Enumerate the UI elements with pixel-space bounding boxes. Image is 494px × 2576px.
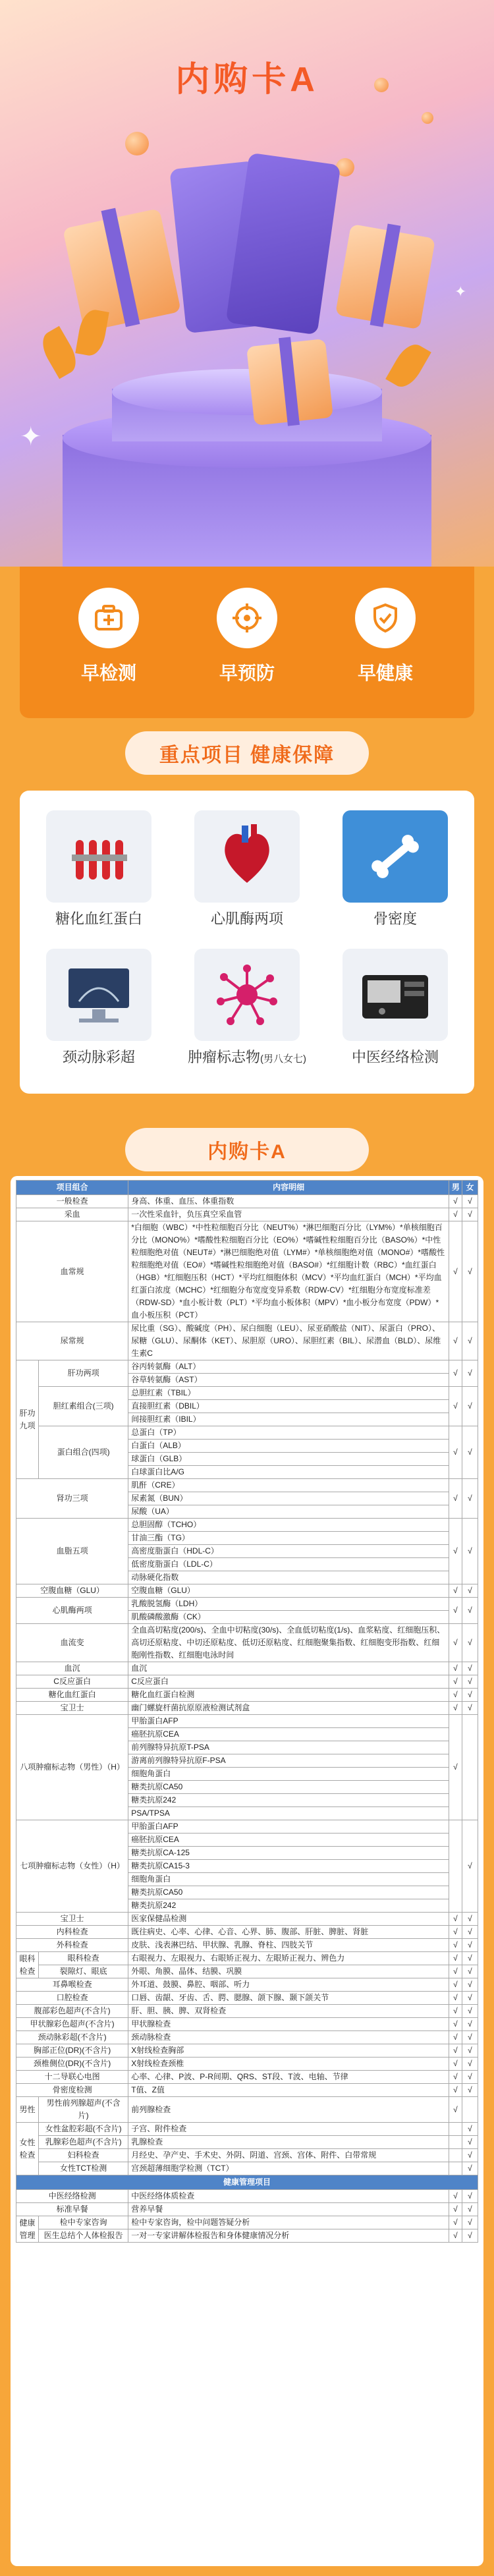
table-row: [16, 2216, 478, 2229]
item-detail: 谷丙转氨酶（ALT）: [128, 1360, 449, 1374]
item-name: 外科检查: [16, 1939, 128, 1952]
male-mark: √: [449, 2229, 462, 2243]
item-detail: 游离前列腺特异抗原F-PSA: [128, 1754, 449, 1768]
key-item-hba1c: [33, 810, 165, 928]
item-name: C反应蛋白: [16, 1675, 128, 1689]
female-mark: √: [462, 1208, 478, 1221]
item-name: 血脂五项: [16, 1519, 128, 1584]
item-detail: 心率、心律、P波、P-R间期、QRS、ST段、T波、电轴、节律: [128, 2071, 449, 2084]
item-name: 乳腺彩色超声(不含片): [39, 2136, 128, 2149]
key-item-label: 中医经络检测: [351, 1049, 439, 1065]
female-mark: √: [462, 2018, 478, 2031]
table-row: [16, 1992, 478, 2005]
female-mark: √: [462, 2084, 478, 2097]
table-row: [16, 1426, 478, 1440]
item-name: 一般检查: [16, 1195, 128, 1208]
item-detail: 检中专家咨询，检中问题答疑分析: [128, 2216, 449, 2229]
item-detail: 白蛋白（ALB）: [128, 1440, 449, 1453]
female-mark: √: [462, 2005, 478, 2018]
male-mark: √: [449, 2216, 462, 2229]
key-item-label-sub: (男八女七): [260, 1053, 306, 1065]
female-mark: √: [462, 1689, 478, 1702]
female-mark: √: [462, 1598, 478, 1624]
female-mark: √: [462, 1387, 478, 1426]
item-name: 七项肿瘤标志物（女性）（H）: [16, 1820, 128, 1913]
table-row: [16, 2229, 478, 2243]
item-name: 宝卫士: [16, 1702, 128, 1715]
feature-early-health: [333, 588, 438, 685]
table-row: [16, 2136, 478, 2149]
item-name: 腹部彩色超声(不含片): [16, 2005, 128, 2018]
item-detail: 尿素氮（BUN）: [128, 1492, 449, 1505]
item-detail: 一对一专家讲解体检报告和身体健康情况分析: [128, 2229, 449, 2243]
item-detail: 宫颈超薄细胞学检测（TCT）: [128, 2162, 449, 2175]
item-detail: 既往病史、心率、心律、心音、心界、肺、腹部、肝脏、脾脏、肾脏: [128, 1926, 449, 1939]
item-detail: 子宫、附件检查: [128, 2123, 449, 2136]
item-detail: 细胞角蛋白: [128, 1768, 449, 1781]
male-mark: √: [449, 1387, 462, 1426]
item-detail: 白球蛋白比A/G: [128, 1466, 449, 1479]
item-detail: 球蛋白（GLB）: [128, 1453, 449, 1466]
table-row: [16, 2123, 478, 2136]
female-mark: √: [462, 1926, 478, 1939]
male-mark: √: [449, 2058, 462, 2071]
item-name: 女性盆腔彩超(不含片): [39, 2123, 128, 2136]
female-mark: √: [462, 1992, 478, 2005]
male-mark: [449, 2162, 462, 2175]
col-header: 女: [462, 1181, 478, 1195]
feature-early-prevent: [194, 588, 300, 685]
item-detail: X射线检查胸部: [128, 2044, 449, 2058]
item-name: 十二导联心电图: [16, 2071, 128, 2084]
table-row: [16, 1820, 478, 1834]
decor-bubble: [422, 112, 433, 124]
table-section-row: [16, 2175, 478, 2190]
item-name: 心肌酶两项: [16, 1598, 128, 1624]
item-detail: 外耳道、鼓膜、鼻腔、咽部、听力: [128, 1978, 449, 1992]
male-mark: √: [449, 1952, 462, 1965]
item-detail: 糖类抗原242: [128, 1899, 449, 1913]
item-detail: X射线检查颈椎: [128, 2058, 449, 2071]
male-mark: √: [449, 1978, 462, 1992]
item-detail: 甲胎蛋白AFP: [128, 1715, 449, 1728]
table-row: [16, 2058, 478, 2071]
item-name: 妇科检查: [39, 2149, 128, 2162]
female-mark: √: [462, 1584, 478, 1598]
blood-tubes-icon: [46, 810, 151, 903]
table-row: [16, 1221, 478, 1322]
item-detail: 皮肤、浅表淋巴结、甲状腺、乳腺、脊柱、四肢关节: [128, 1939, 449, 1952]
item-name: 骨密度检测: [16, 2084, 128, 2097]
item-name: 蛋白组合(四项): [39, 1426, 128, 1479]
table-row: [16, 1675, 478, 1689]
decor-bubble: [125, 132, 149, 155]
table-row: [16, 2203, 478, 2216]
male-mark: [449, 1820, 462, 1913]
meridian-device-icon: [343, 949, 448, 1041]
male-mark: √: [449, 1322, 462, 1360]
female-mark: √: [462, 2136, 478, 2149]
table-row: [16, 1913, 478, 1926]
shield-check-icon: [355, 588, 416, 648]
male-mark: √: [449, 1624, 462, 1662]
male-mark: √: [449, 2071, 462, 2084]
group-name: 眼科检查: [16, 1952, 39, 1978]
female-mark: √: [462, 1675, 478, 1689]
male-mark: √: [449, 1221, 462, 1322]
table-header: [16, 1181, 478, 1195]
item-detail: 乳腺检查: [128, 2136, 449, 2149]
male-mark: √: [449, 1939, 462, 1952]
female-mark: √: [462, 2123, 478, 2136]
table-row: [16, 1978, 478, 1992]
female-mark: √: [462, 1820, 478, 1913]
table-row: [16, 1195, 478, 1208]
col-header: 男: [449, 1181, 462, 1195]
key-item-carotid: [33, 949, 165, 1067]
male-mark: √: [449, 1702, 462, 1715]
item-detail: *白细胞（WBC）*中性粒细胞百分比（NEUT%）*淋巴细胞百分比（LYM%）*单核细胞百分比（MONO%）*嗜酸性粒细胞百分比（EO%）*嗜碱性粒细胞百分比（BASO%）*中性粒细胞绝对值（NEUT#）*淋巴细胞绝对值（LYM#）*单核细胞绝对值（MONO#）*嗜酸性粒细胞绝对值（EO#）*嗜碱性粒细胞绝对值（BASO#）*红细胞计数（RBC）*血红蛋白（HGB）*红细胞压积（HCT）*平均红细胞体积（MCV）*平均血红蛋白（MCH）*平均血红蛋白浓度（MCHC）*红细胞分布宽度变异系数（RDW-CV）*红细胞分布宽度标准差（RDW-SD）*血小板计数（PLT）*平均血小板体积（MPV）*血小板分布宽度（PDW）*血小板压积（PCT）: [128, 1221, 449, 1322]
key-item-label: 糖化血红蛋白: [55, 910, 142, 927]
item-detail: 颈动脉检查: [128, 2031, 449, 2044]
item-detail: 高密度脂蛋白（HDL-C）: [128, 1545, 449, 1558]
item-detail: PSA/TPSA: [128, 1807, 449, 1820]
table-row: [16, 2162, 478, 2175]
female-mark: √: [462, 1360, 478, 1387]
item-detail: 全血高切粘度(200/s)、全血中切粘度(30/s)、全血低切粘度(1/s)、血浆粘度、红细胞压积、高切还原粘度、中切还原粘度、低切还原粘度、红细胞聚集指数、红细胞变形指数、红细胞刚性指数、红细胞电泳时间: [128, 1624, 449, 1662]
item-detail: 甘油三酯（TG）: [128, 1532, 449, 1545]
male-mark: √: [449, 2084, 462, 2097]
male-mark: √: [449, 2097, 462, 2123]
female-mark: √: [462, 2229, 478, 2243]
table-row: [16, 2071, 478, 2084]
item-name: 中医经络检测: [16, 2190, 128, 2203]
male-mark: √: [449, 1584, 462, 1598]
bone-icon: [343, 810, 448, 903]
exam-table-panel: [11, 1176, 483, 2566]
group-name: 健康管理: [16, 2216, 39, 2243]
item-detail: 动脉硬化指数: [128, 1571, 449, 1584]
female-mark: √: [462, 1952, 478, 1965]
female-mark: √: [462, 1939, 478, 1952]
key-item-tumor: [181, 949, 313, 1067]
item-name: 血流变: [16, 1624, 128, 1662]
item-name: 男性前列腺超声(不含片): [39, 2097, 128, 2123]
item-name: 医生总结个人体检报告: [39, 2229, 128, 2243]
leaf-decor: [385, 339, 431, 393]
female-mark: √: [462, 1702, 478, 1715]
table-row: [16, 1360, 478, 1374]
female-mark: [462, 2097, 478, 2123]
table-row: [16, 1387, 478, 1400]
item-name: 采血: [16, 1208, 128, 1221]
male-mark: [449, 2136, 462, 2149]
item-detail: 糖类抗原CA50: [128, 1886, 449, 1899]
col-header: 内容明细: [128, 1181, 449, 1195]
key-item-label: 心肌酶两项: [210, 910, 283, 927]
table-row: [16, 2084, 478, 2097]
female-mark: √: [462, 2031, 478, 2044]
item-detail: 右眼视力、左眼视力、右眼矫正视力、左眼矫正视力、辨色力: [128, 1952, 449, 1965]
table-row: [16, 1926, 478, 1939]
female-mark: √: [462, 2044, 478, 2058]
item-name: 眼科检查: [39, 1952, 128, 1965]
item-name: 血常规: [16, 1221, 128, 1322]
table-row: [16, 2005, 478, 2018]
table-row: [16, 2044, 478, 2058]
item-detail: 医家保健品检测: [128, 1913, 449, 1926]
female-mark: √: [462, 2058, 478, 2071]
item-detail: 乳酸脱氢酶（LDH）: [128, 1598, 449, 1611]
col-header: 项目组合: [16, 1181, 128, 1195]
feature-label: 早检测: [80, 663, 136, 683]
male-mark: √: [449, 1675, 462, 1689]
male-mark: √: [449, 1662, 462, 1675]
female-mark: [462, 1715, 478, 1820]
female-mark: √: [462, 2071, 478, 2084]
item-name: 血沉: [16, 1662, 128, 1675]
item-detail: 总蛋白（TP）: [128, 1426, 449, 1440]
item-detail: 口唇、齿龈、牙齿、舌、腭、腮腺、颌下腺、颞下颌关节: [128, 1992, 449, 2005]
male-mark: √: [449, 1479, 462, 1519]
female-mark: √: [462, 1479, 478, 1519]
female-mark: √: [462, 1195, 478, 1208]
item-name: 宝卫士: [16, 1913, 128, 1926]
key-item-bone: [329, 810, 461, 928]
key-section-title: 重点项目 健康保障: [125, 731, 369, 775]
group-name: 女性检查: [16, 2123, 39, 2175]
item-detail: T值、Z值: [128, 2084, 449, 2097]
item-name: 尿常规: [16, 1322, 128, 1360]
item-detail: 糖类抗原CA-125: [128, 1847, 449, 1860]
item-name: 颈动脉彩超(不含片): [16, 2031, 128, 2044]
item-detail: 低密度脂蛋白（LDL-C）: [128, 1558, 449, 1571]
item-detail: 细胞角蛋白: [128, 1873, 449, 1886]
heart-icon: [194, 810, 300, 903]
item-detail: 甲胎蛋白AFP: [128, 1820, 449, 1834]
item-detail: 肝、胆、胰、脾、双肾检查: [128, 2005, 449, 2018]
item-detail: 血沉: [128, 1662, 449, 1675]
item-name: 内科检查: [16, 1926, 128, 1939]
male-mark: √: [449, 1426, 462, 1479]
male-mark: √: [449, 1598, 462, 1624]
male-mark: √: [449, 1689, 462, 1702]
sparkle-icon: ✦: [454, 283, 467, 300]
male-mark: √: [449, 2018, 462, 2031]
feature-early-detect: [56, 588, 161, 685]
item-detail: 直接胆红素（DBIL）: [128, 1400, 449, 1413]
sparkle-icon: ✦: [20, 422, 42, 451]
item-detail: 癌胚抗原CEA: [128, 1834, 449, 1847]
table-row: [16, 1965, 478, 1978]
item-detail: 甲状腺检查: [128, 2018, 449, 2031]
male-mark: [449, 2123, 462, 2136]
male-mark: √: [449, 1715, 462, 1820]
medical-kit-icon: [78, 588, 139, 648]
item-name: 胸部正位(DR)(不含片): [16, 2044, 128, 2058]
male-mark: √: [449, 2203, 462, 2216]
item-detail: 癌胚抗原CEA: [128, 1728, 449, 1741]
item-detail: 谷草转氨酶（AST）: [128, 1374, 449, 1387]
male-mark: √: [449, 1519, 462, 1584]
key-item-label: 骨密度: [373, 910, 417, 927]
table-row: [16, 1662, 478, 1675]
item-detail: 糖类抗原CA15-3: [128, 1860, 449, 1873]
table-row: [16, 2190, 478, 2203]
feature-label: 早预防: [219, 663, 275, 683]
item-detail: 尿酸（UA）: [128, 1505, 449, 1519]
key-item-label-main: 肿瘤标志物: [187, 1049, 260, 1065]
item-detail: 尿比重（SG）、酸碱度（PH）、尿白细胞（LEU）、尿亚硝酸盐（NIT）、尿蛋白（PRO）、尿糖（GLU）、尿酮体（KET）、尿胆原（URO）、尿胆红素（BIL）、尿潜血（BLD）、尿维生素C: [128, 1322, 449, 1360]
female-mark: √: [462, 1662, 478, 1675]
table-row: [16, 1624, 478, 1662]
item-detail: 空腹血糖（GLU）: [128, 1584, 449, 1598]
item-name: 耳鼻喉检查: [16, 1978, 128, 1992]
female-mark: √: [462, 1519, 478, 1584]
male-mark: √: [449, 1913, 462, 1926]
item-name: 甲状腺彩色超声(不含片): [16, 2018, 128, 2031]
ultrasound-monitor-icon: [46, 949, 151, 1041]
male-mark: √: [449, 1926, 462, 1939]
table-row: [16, 1952, 478, 1965]
male-mark: [449, 2149, 462, 2162]
item-detail: 间接胆红素（IBIL）: [128, 1413, 449, 1426]
table-row: [16, 1598, 478, 1611]
table-row: [16, 1702, 478, 1715]
key-item-label: [181, 1046, 313, 1067]
table-row: [16, 2018, 478, 2031]
podium-upper-top: [112, 369, 382, 415]
table-row: [16, 1715, 478, 1728]
female-mark: √: [462, 1978, 478, 1992]
male-mark: √: [449, 1992, 462, 2005]
table-row: [16, 1479, 478, 1492]
table-row: [16, 1584, 478, 1598]
item-name: 口腔检查: [16, 1992, 128, 2005]
item-detail: 一次性采血针，负压真空采血管: [128, 1208, 449, 1221]
item-detail: 糖类抗原CA50: [128, 1781, 449, 1794]
table-row: [16, 1939, 478, 1952]
hero-banner: [0, 0, 494, 567]
feature-bar: [20, 567, 474, 718]
female-mark: √: [462, 2203, 478, 2216]
item-name: 检中专家咨询: [39, 2216, 128, 2229]
item-detail: 糖类抗原242: [128, 1794, 449, 1807]
card-section-title: 内购卡A: [125, 1128, 369, 1171]
item-detail: 月经史、孕产史、手术史、外阴、阴道、宫颈、宫体、附件、白带常规: [128, 2149, 449, 2162]
table-row: [16, 1519, 478, 1532]
male-mark: √: [449, 1360, 462, 1387]
exam-table: [16, 1180, 478, 2243]
key-item-label: 颈动脉彩超: [62, 1049, 135, 1065]
item-detail: 营养早餐: [128, 2203, 449, 2216]
decor-bubble: [374, 78, 389, 92]
item-name: 八项肿瘤标志物（男性）（H）: [16, 1715, 128, 1820]
female-mark: √: [462, 1426, 478, 1479]
female-mark: √: [462, 2149, 478, 2162]
item-detail: 中医经络体质检查: [128, 2190, 449, 2203]
item-detail: 幽门螺旋杆菌抗原原液检测试剂盒: [128, 1702, 449, 1715]
male-mark: √: [449, 2044, 462, 2058]
male-mark: √: [449, 2190, 462, 2203]
key-item-tcm: [329, 949, 461, 1067]
crosshair-icon: [217, 588, 277, 648]
female-mark: √: [462, 2190, 478, 2203]
male-mark: √: [449, 2005, 462, 2018]
male-mark: √: [449, 1195, 462, 1208]
female-mark: √: [462, 2162, 478, 2175]
section-title: 健康管理项目: [16, 2175, 478, 2190]
item-detail: 肌酸磷酸激酶（CK）: [128, 1611, 449, 1624]
item-name: 标准早餐: [16, 2203, 128, 2216]
item-name: 胆红素组合(三项): [39, 1387, 128, 1426]
table-row: [16, 2149, 478, 2162]
group-name: 男性: [16, 2097, 39, 2123]
item-name: 空腹血糖（GLU）: [16, 1584, 128, 1598]
item-name: 女性TCT检测: [39, 2162, 128, 2175]
group-name: 肝功九项: [16, 1360, 39, 1479]
female-mark: √: [462, 1221, 478, 1322]
item-detail: 外眼、角膜、晶体、结膜、巩膜: [128, 1965, 449, 1978]
female-mark: √: [462, 1624, 478, 1662]
item-detail: 总胆红素（TBIL）: [128, 1387, 449, 1400]
item-detail: 身高、体重、血压、体重指数: [128, 1195, 449, 1208]
item-detail: C反应蛋白: [128, 1675, 449, 1689]
item-name: 肝功两项: [39, 1360, 128, 1387]
table-row: [16, 2097, 478, 2123]
male-mark: √: [449, 2031, 462, 2044]
tumor-cell-icon: [194, 949, 300, 1041]
item-detail: 总胆固醇（TCHO）: [128, 1519, 449, 1532]
item-detail: 糖化血红蛋白检测: [128, 1689, 449, 1702]
item-name: 颈椎侧位(DR)(不含片): [16, 2058, 128, 2071]
table-row: [16, 1208, 478, 1221]
male-mark: √: [449, 1208, 462, 1221]
item-name: 裂隙灯、眼底: [39, 1965, 128, 1978]
table-row: [16, 1689, 478, 1702]
male-mark: √: [449, 1965, 462, 1978]
key-item-myocardial: [181, 810, 313, 928]
item-detail: 前列腺特异抗原T-PSA: [128, 1741, 449, 1754]
item-detail: 前列腺检查: [128, 2097, 449, 2123]
female-mark: √: [462, 1913, 478, 1926]
item-detail: 肌酐（CRE）: [128, 1479, 449, 1492]
female-mark: √: [462, 1322, 478, 1360]
table-row: [16, 1322, 478, 1360]
hero-title: 内购卡A: [175, 61, 319, 99]
female-mark: √: [462, 2216, 478, 2229]
feature-label: 早健康: [357, 663, 413, 683]
key-items-panel: [20, 791, 474, 1094]
table-row: [16, 2031, 478, 2044]
female-mark: √: [462, 1965, 478, 1978]
item-name: 糖化血红蛋白: [16, 1689, 128, 1702]
item-name: 肾功三项: [16, 1479, 128, 1519]
